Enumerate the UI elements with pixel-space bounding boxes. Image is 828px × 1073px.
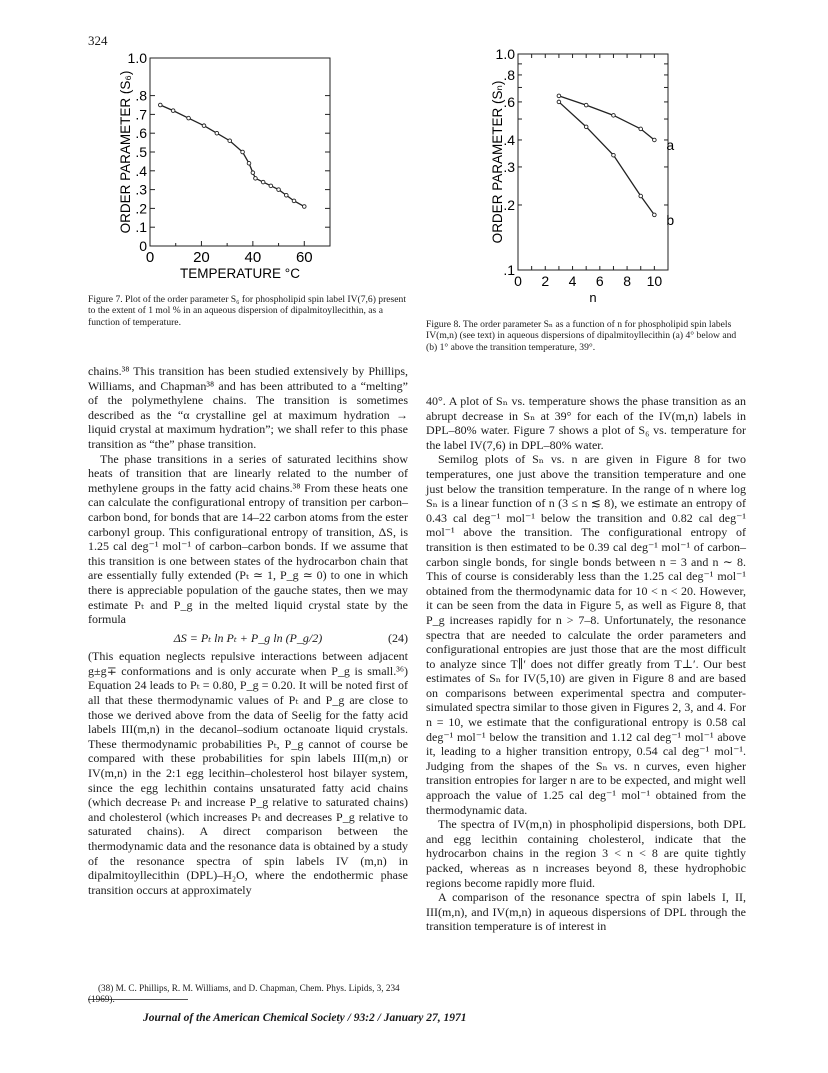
x-tick-label: 6 [595,273,604,289]
y-tick-label: .1 [503,262,515,278]
x-axis-label: TEMPERATURE °C [180,266,300,281]
paragraph: (This equation neglects repulsive interactions between adjacent g±g∓ conformations and is only accurate when P_g is small.³⁶) Equation 24 leads to Pₜ = 0.80, P_g = 0.20. It will be noted first of all that these thermodynamic values of Pₜ and P_g are close to those we derived above from the data of Seelig for the fatty acid labels III(m,n) in the decanol–sodium octanoate liquid crystals. These thermodynamic probabilities Pₜ, P_g cannot of course be compared with these probabilities for spin labels III(m,n) or IV(m,n) in the 2:1 egg lecithin–cholesterol host bilayer system, since the egg lechithin contains unsaturated fatty acid chains (which decrease Pₜ and increase P_g relative to saturated chains) and cholesterol (which increases Pₜ and decreases P_g relative to saturated chains). A direct comparison between the thermodynamic data and the resonance data is obtained by a study of the resonance spectra of spin labels IV (m,n) in dipalmitoyllecithin (DPL)–H₂O, where the endothermic phase transition occurs at approximately [88,649,408,897]
paragraph: 40°. A plot of Sₙ vs. temperature shows the phase transition as an abrupt decrease in Sₙ at 39° for each of the IV(m,n) labels in DPL–80% water. Figure 7 shows a plot of S₆ vs. temperature for the label IV(7,6) in DPL–80% water. [426,394,746,452]
data-point [187,116,191,120]
x-axis-label: n [589,290,597,305]
data-point [653,213,657,217]
right-column [426,394,746,934]
figure-8-chart [490,46,700,308]
figure-7-caption: Figure 7. Plot of the order parameter S₆ for phospholipid spin label IV(7,6) present to the extent of 1 mol % in an aqueous dispersion of dipalmitoyllecithin, as a function of temperature. [88,294,407,328]
y-tick-label: .4 [135,162,147,179]
equation-24 [88,631,408,646]
equation-number: (24) [388,630,408,645]
data-point [171,109,175,113]
y-tick-label: .3 [503,158,515,175]
data-point [247,161,251,165]
series-label: b [666,211,675,228]
page-number: 324 [88,33,108,48]
data-point [612,114,616,118]
x-tick-label: 10 [646,273,663,289]
y-tick-label: 1.0 [127,50,147,66]
figure-7-chart [118,48,358,288]
y-tick-label: 1.0 [495,46,515,62]
data-point [215,131,219,135]
data-point [653,138,657,142]
data-point [277,188,281,192]
x-tick-label: 0 [145,249,155,266]
plot-frame [518,54,668,270]
y-tick-label: .6 [503,93,515,110]
x-tick-label: 60 [295,249,313,266]
data-line [160,105,304,207]
data-point [269,184,273,188]
data-point [639,127,643,131]
x-tick-label: 8 [623,273,631,289]
data-point [302,205,306,209]
paragraph: A comparison of the resonance spectra of spin labels I, II, III(m,n), and IV(m,n) in aqueous dispersions of DPL through the transition temperature is of interest in [426,890,746,934]
data-point [639,194,643,198]
paragraph: Semilog plots of Sₙ vs. n are given in Figure 8 for two temperatures, one just above the transition temperature and one just below the transition temperature. In the range of n where log Sₙ is a linear function of n (3 ≤ n ≲ 8), we estimate an entropy of 0.43 cal deg⁻¹ mol⁻¹ below the transition and 0.82 cal deg⁻¹ mol⁻¹ above the transition. The configurational entropy of transition is then estimated to be 0.39 cal deg⁻¹ mol⁻¹ of carbon–carbon single bonds, for single bonds between n = 3 and n ∼ 8. This of course is considerably less than the 1.25 cal deg⁻¹ mol⁻¹ obtained from the thermodynamic data for 10 < n < 20. However, it can be seen from the data in Figure 5, as well as Figure 8, that P_g increases rapidly for n > 7–8. Unfortunately, the resonance spectra that are needed to calculate the order parameters and configurational entropies are just those that are the most difficult to analyze since T∥′ does not differ greatly from T⊥′. Our best estimates of Sₙ for IV(5,10) are given in Figure 8 and are based on comparisons between experimental spectra and computer-simulated spectra similar to those given in Figures 2, 3, and 4. For n = 10, we estimate that the configurational entropy is 0.58 cal deg⁻¹ mol⁻¹ below the transition and 1.12 cal deg⁻¹ mol⁻¹ above it, leading to a higher transition entropy, 0.54 cal deg⁻¹ mol⁻¹. Judging from the shapes of the Sₙ vs. n curves, even higher transition entropies for larger n are to be expected, and might well approach the value of 1.25 cal deg⁻¹ mol⁻¹ obtained from the thermodynamic data. [426,452,746,817]
data-point [228,139,232,143]
x-tick-label: 4 [568,273,577,289]
y-tick-label: 0 [139,238,147,254]
y-tick-label: .8 [135,87,147,104]
data-line [559,96,654,140]
data-point [158,103,162,107]
data-point [284,193,288,197]
x-tick-label: 0 [514,273,522,289]
data-point [584,125,588,129]
data-point [261,180,265,184]
plot-frame [150,58,330,246]
series-label: a [666,136,675,153]
x-tick-label: 20 [193,249,210,266]
y-tick-label: .3 [135,181,147,198]
data-point [557,100,561,104]
data-point [612,153,616,157]
y-tick-label: .5 [135,144,147,160]
data-point [202,124,206,128]
y-axis-label: ORDER PARAMETER (S₆) [118,70,133,234]
data-point [251,171,255,175]
paragraph: The phase transitions in a series of saturated lecithins show heats of transition that are linearly related to the number of methylene groups in the fatty acid chains.³⁸ From these heats one can calculate the configurational entropy of transition per carbon–carbon bond, for bonds that are 14–22 carbon atoms from the ester carbonyl group. This configurational entropy of transition, ΔS, is 1.25 cal deg⁻¹ mol⁻¹ of carbon–carbon bonds. If we assume that this transition is one between states of the hydrocarbon chain that are essentially fully extended (Pₜ ≃ 1, P_g ≃ 0) to one in which there is appreciable population of the gauche states, then we may estimate Pₜ and P_g in the melted liquid crystal state by the formula [88,451,408,627]
y-tick-label: .6 [135,125,147,142]
equation-text: ΔS = Pₜ ln Pₜ + P_g ln (P_g/2) [173,630,323,645]
y-tick-label: .2 [503,196,515,213]
figure-8-caption: Figure 8. The order parameter Sₙ as a function of n for phospholipid spin labels IV(m,n) (see text) in aqueous dispersions of dipalmitoyllecithin (a) 4° below and (b) 1° above the transition temperature, 39°. [426,319,737,353]
data-point [254,177,258,181]
y-axis-label: ORDER PARAMETER (Sₙ) [490,80,505,244]
left-column [88,364,408,897]
footnote: (38) M. C. Phillips, R. M. Williams, and D. Chapman, Chem. Phys. Lipids, 3, 234 (1969). [88,983,400,1004]
y-tick-label: .7 [135,106,147,123]
data-point [584,103,588,107]
journal-footer: Journal of the American Chemical Society / 93:2 / January 27, 1971 [143,1012,467,1024]
y-tick-label: .2 [135,200,147,217]
data-point [241,150,245,154]
y-tick-label: .4 [503,131,515,148]
paragraph: chains.³⁸ This transition has been studied extensively by Phillips, Williams, and Chapman³⁸ and has been attributed to a “melting” of the polymethylene chains. The transition is sometimes described as the “α crystalline gel at maximum hydration → liquid crystal at maximum hydration”; we shall refer to this phase transition as “the” phase transition. [88,364,408,451]
data-point [557,94,561,98]
y-tick-label: .8 [503,66,515,83]
x-tick-label: 40 [244,249,262,266]
data-point [292,199,296,203]
x-tick-label: 2 [541,273,550,289]
paragraph: The spectra of IV(m,n) in phospholipid dispersions, both DPL and egg lecithin containing cholesterol, indicate that the hydrocarbon chains in the region 3 < n < 8 are quite tightly packed, whereas as n increases beyond 8, these hydrophobic regions become rapidly more fluid. [426,817,746,890]
y-tick-label: .1 [135,219,147,236]
